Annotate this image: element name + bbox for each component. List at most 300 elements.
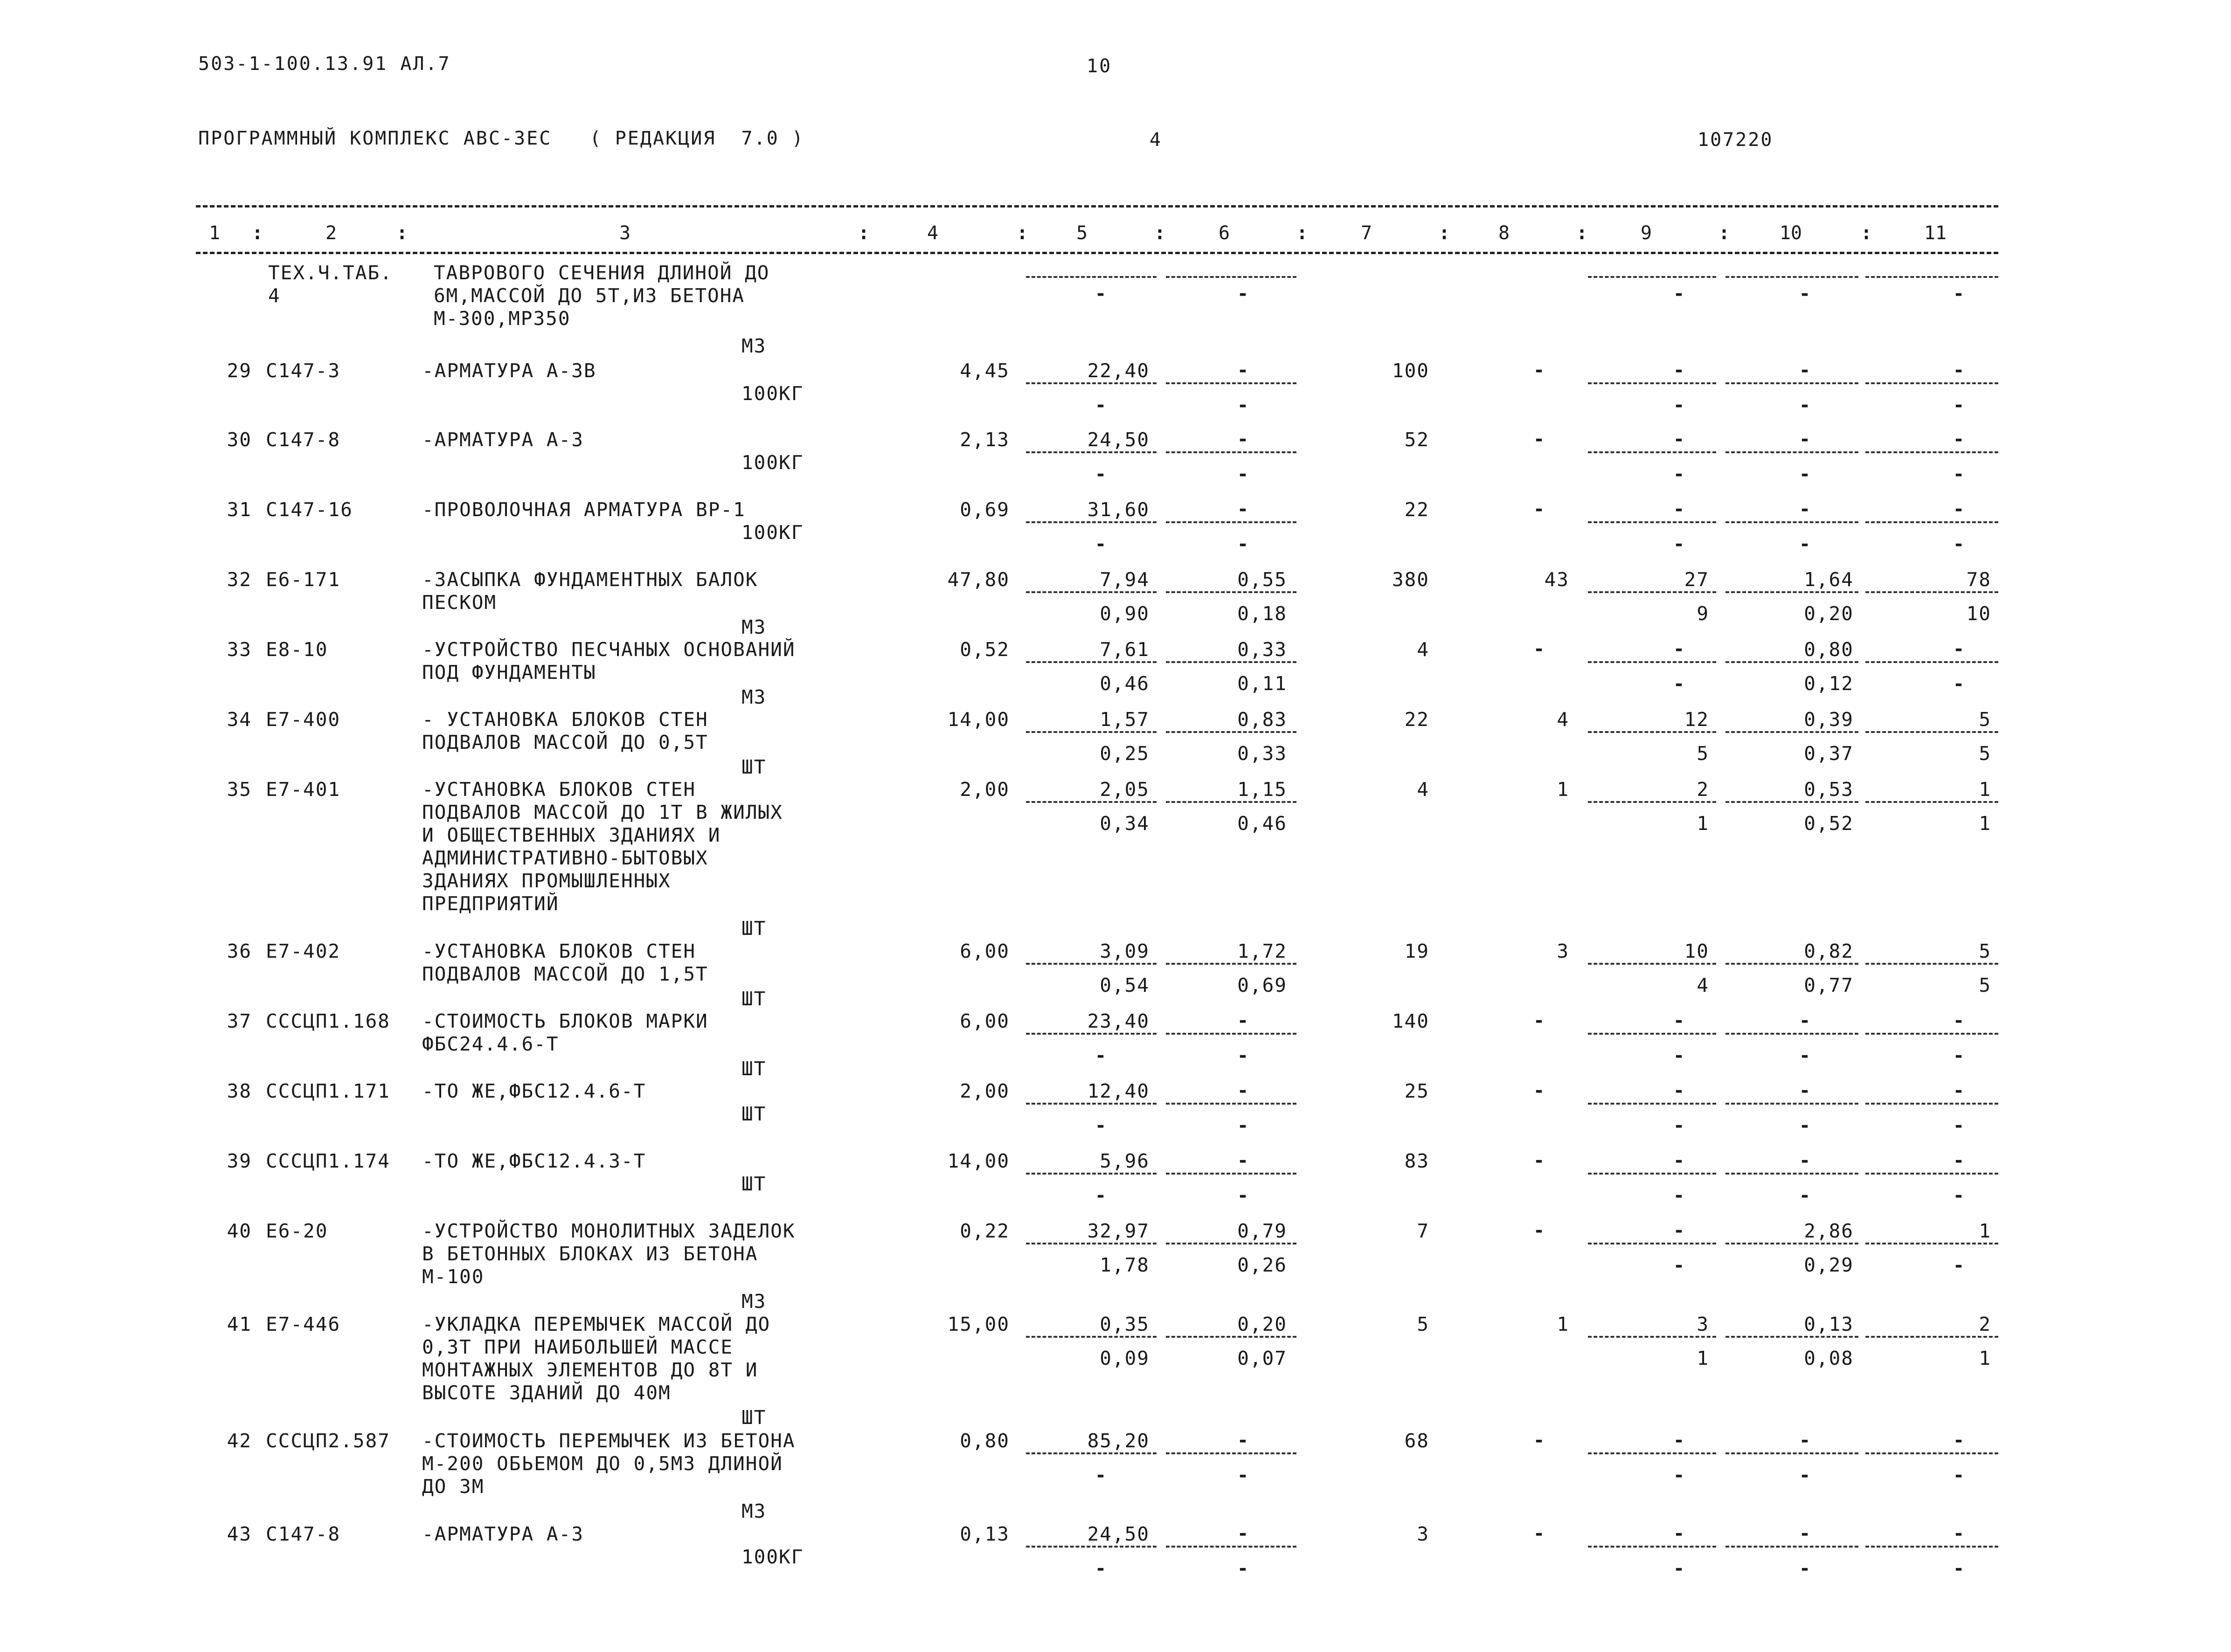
empty-cell: - xyxy=(1673,1115,1685,1136)
row-description: -ПРОВОЛОЧНАЯ АРМАТУРА ВР-1 xyxy=(422,498,746,521)
empty-cell: - xyxy=(1953,1523,1965,1544)
row-code: Е6-20 xyxy=(266,1220,328,1242)
empty-cell: - xyxy=(1095,1045,1107,1066)
sub-rule-col6 xyxy=(1166,1243,1296,1244)
empty-cell: - xyxy=(1799,1523,1811,1544)
cell-col6: 0,33 xyxy=(1237,638,1287,661)
sub-rule-col6 xyxy=(1166,1173,1296,1175)
cell-col7: 380 xyxy=(1392,568,1429,591)
row-description: - УСТАНОВКА БЛОКОВ СТЕН xyxy=(422,708,708,731)
sub-rule-col9 xyxy=(1588,591,1716,593)
cell-col9: 3 xyxy=(1697,1313,1709,1335)
row-description: -УСТАНОВКА БЛОКОВ СТЕН xyxy=(422,778,696,801)
cell-col7: 22 xyxy=(1404,498,1429,521)
empty-cell: - xyxy=(1799,1558,1811,1579)
cell-col4: 4,45 xyxy=(960,359,1010,382)
empty-cell: - xyxy=(1533,1430,1545,1451)
row-description: ПОДВАЛОВ МАССОЙ ДО 1,5Т xyxy=(422,963,708,985)
cell-col11-second: 5 xyxy=(1979,974,1991,996)
column-number-8: 8 xyxy=(1498,222,1510,244)
empty-cell: - xyxy=(1095,1185,1107,1206)
cell-col11: 1 xyxy=(1979,1220,1991,1242)
row-unit: ШТ xyxy=(741,917,767,940)
empty-cell: - xyxy=(1799,1465,1811,1486)
column-number-5: 5 xyxy=(1076,222,1088,244)
cell-col9: 10 xyxy=(1684,940,1709,962)
cell-col6-second: 0,46 xyxy=(1237,812,1287,835)
cell-col7: 7 xyxy=(1417,1220,1429,1242)
program-title: ПРОГРАММНЫЙ КОМПЛЕКС АВС-3ЕС ( РЕДАКЦИЯ 7.0 ) xyxy=(198,128,804,149)
cell-col10: 1,64 xyxy=(1804,568,1854,591)
row-description: -ЗАСЫПКА ФУНДАМЕНТНЫХ БАЛОК xyxy=(422,568,758,591)
empty-cell: - xyxy=(1673,1080,1685,1101)
cell-col9: 12 xyxy=(1684,708,1709,731)
empty-cell: - xyxy=(1799,429,1811,450)
cell-col4: 0,69 xyxy=(960,498,1010,521)
empty-cell: - xyxy=(1953,1010,1965,1031)
cell-col5: 5,96 xyxy=(1100,1150,1150,1172)
row-description: АДМИНИСТРАТИВНО-БЫТОВЫХ xyxy=(422,847,708,869)
column-number-1: 1 xyxy=(208,222,221,244)
empty-cell: - xyxy=(1237,394,1249,416)
cell-col4: 6,00 xyxy=(960,940,1010,962)
column-number-7: 7 xyxy=(1360,222,1372,244)
row-code: Е6-171 xyxy=(266,568,341,591)
column-number-11: 11 xyxy=(1924,222,1947,244)
row-description: В БЕТОННЫХ БЛОКАХ ИЗ БЕТОНА xyxy=(422,1243,758,1265)
document-code: 503-1-100.13.91 АЛ.7 xyxy=(198,53,451,75)
sub-rule-col6 xyxy=(1166,521,1296,523)
cell-col7: 68 xyxy=(1404,1430,1429,1452)
row-unit: М3 xyxy=(741,1500,767,1522)
cell-col11: 2 xyxy=(1979,1313,1991,1335)
empty-cell: - xyxy=(1237,1558,1249,1579)
continuation-description: ТАВРОВОГО СЕЧЕНИЯ ДЛИНОЙ ДО xyxy=(434,262,770,284)
sub-rule-col5 xyxy=(1026,801,1157,803)
sub-rule-col10 xyxy=(1725,382,1858,384)
register-code: 107220 xyxy=(1698,129,1774,151)
cell-col4: 2,00 xyxy=(960,778,1010,801)
cell-col4: 15,00 xyxy=(947,1313,1010,1335)
empty-cell: - xyxy=(1953,1465,1965,1486)
row-description: ПОДВАЛОВ МАССОЙ ДО 1Т В ЖИЛЫХ xyxy=(422,801,783,823)
cell-col5: 12,40 xyxy=(1087,1080,1150,1102)
empty-cell: - xyxy=(1095,1115,1107,1136)
sub-rule-col11 xyxy=(1865,1103,1998,1105)
column-separator: : xyxy=(1576,222,1588,244)
empty-cell: - xyxy=(1953,394,1965,416)
cell-col5-second: 0,25 xyxy=(1100,742,1150,765)
cell-col5: 23,40 xyxy=(1087,1010,1150,1032)
cell-col6: 0,83 xyxy=(1237,708,1287,731)
empty-cell: - xyxy=(1673,638,1685,660)
empty-cell: - xyxy=(1953,1558,1965,1579)
empty-cell: - xyxy=(1953,283,1965,304)
empty-cell: - xyxy=(1673,1465,1685,1486)
column-separator: : xyxy=(1296,222,1308,244)
row-number: 34 xyxy=(227,708,252,731)
empty-cell: - xyxy=(1953,1080,1965,1101)
cell-col5: 7,61 xyxy=(1100,638,1150,661)
cell-col10-second: 0,12 xyxy=(1804,672,1854,695)
row-number: 41 xyxy=(227,1313,252,1335)
row-description: ПРЕДПРИЯТИЙ xyxy=(422,892,559,915)
empty-cell: - xyxy=(1953,673,1965,695)
sub-rule-col6 xyxy=(1166,963,1296,965)
cell-col4: 6,00 xyxy=(960,1010,1010,1032)
empty-cell: - xyxy=(1673,673,1685,695)
cell-col4: 0,80 xyxy=(960,1430,1010,1452)
cell-col5: 3,09 xyxy=(1100,940,1150,962)
row-code: Е7-402 xyxy=(266,940,341,962)
sheet-number: 4 xyxy=(1150,129,1163,151)
empty-cell: - xyxy=(1095,394,1107,416)
row-code: Е7-400 xyxy=(266,708,341,731)
empty-cell: - xyxy=(1799,498,1811,520)
table-header-rule xyxy=(196,252,1998,254)
row-description: ВЫСОТЕ ЗДАНИЙ ДО 40М xyxy=(422,1382,671,1404)
column-separator: : xyxy=(252,222,263,244)
sub-rule-col9 xyxy=(1588,1033,1716,1035)
empty-cell: - xyxy=(1953,1255,1965,1276)
empty-cell: - xyxy=(1953,1045,1965,1066)
empty-cell: - xyxy=(1237,1465,1249,1486)
column-separator: : xyxy=(396,222,408,244)
sub-rule-col11 xyxy=(1865,1033,1998,1035)
cell-col5: 7,94 xyxy=(1100,568,1150,591)
empty-cell: - xyxy=(1095,1558,1107,1579)
row-description: -АРМАТУРА А-3В xyxy=(422,359,596,382)
cell-col6-second: 0,18 xyxy=(1237,602,1287,625)
empty-cell: - xyxy=(1533,498,1545,520)
sub-rule-col9 xyxy=(1588,1452,1716,1454)
row-description: ПЕСКОМ xyxy=(422,591,497,614)
row-unit: М3 xyxy=(741,616,767,638)
row-description: -АРМАТУРА А-3 xyxy=(422,1523,584,1545)
sub-rule-col6 xyxy=(1166,731,1296,733)
cell-col6: 0,55 xyxy=(1237,568,1287,591)
row-number: 42 xyxy=(227,1430,252,1452)
sub-rule-col9 xyxy=(1588,521,1716,523)
sub-rule-col5 xyxy=(1026,591,1157,593)
empty-cell: - xyxy=(1673,1255,1685,1276)
cell-col8: 1 xyxy=(1557,778,1569,801)
sub-rule-col5 xyxy=(1026,276,1157,278)
sub-rule-col11 xyxy=(1865,521,1998,523)
empty-cell: - xyxy=(1799,283,1811,304)
cell-col6-second: 0,07 xyxy=(1237,1347,1287,1369)
empty-cell: - xyxy=(1673,1045,1685,1066)
cell-col5: 0,35 xyxy=(1100,1313,1150,1335)
cell-col10: 0,80 xyxy=(1804,638,1854,661)
cell-col9: 27 xyxy=(1684,568,1709,591)
empty-cell: - xyxy=(1533,638,1545,660)
sub-rule-col10 xyxy=(1725,1173,1858,1175)
row-number: 39 xyxy=(227,1150,252,1172)
cell-col7: 100 xyxy=(1392,359,1429,382)
sub-rule-col10 xyxy=(1725,661,1858,663)
sub-rule-col10 xyxy=(1725,1103,1858,1105)
column-number-4: 4 xyxy=(927,222,939,244)
cell-col11: 5 xyxy=(1979,940,1991,962)
row-code: С147-8 xyxy=(266,1523,341,1545)
row-unit: ШТ xyxy=(741,1406,767,1429)
sub-rule-col10 xyxy=(1725,1546,1858,1548)
empty-cell: - xyxy=(1799,1045,1811,1066)
row-description: И ОБЩЕСТВЕННЫХ ЗДАНИЯХ И xyxy=(422,824,721,846)
empty-cell: - xyxy=(1533,1220,1545,1241)
row-unit: 100КГ xyxy=(741,1546,804,1568)
empty-cell: - xyxy=(1095,533,1107,555)
empty-cell: - xyxy=(1673,1010,1685,1031)
empty-cell: - xyxy=(1673,1150,1685,1171)
cell-col7: 25 xyxy=(1404,1080,1429,1102)
row-code: СССЦП1.168 xyxy=(266,1010,390,1032)
column-number-3: 3 xyxy=(619,222,631,244)
sub-rule-col5 xyxy=(1026,382,1157,384)
cell-col10-second: 0,77 xyxy=(1804,974,1854,996)
column-separator: : xyxy=(1017,222,1028,244)
empty-cell: - xyxy=(1673,394,1685,416)
empty-cell: - xyxy=(1237,1150,1249,1171)
cell-col9: 2 xyxy=(1697,778,1709,801)
sub-rule-col6 xyxy=(1166,382,1296,384)
cell-col5: 24,50 xyxy=(1087,1523,1150,1545)
row-code: С147-8 xyxy=(266,429,341,451)
cell-col7: 19 xyxy=(1404,940,1429,962)
sub-rule-col9 xyxy=(1588,801,1716,803)
sub-rule-col9 xyxy=(1588,276,1716,278)
cell-col7: 52 xyxy=(1404,429,1429,451)
row-unit: 100КГ xyxy=(741,451,804,474)
cell-col11: 5 xyxy=(1979,708,1991,731)
row-number: 36 xyxy=(227,940,252,962)
sub-rule-col9 xyxy=(1588,661,1716,663)
sub-rule-col11 xyxy=(1865,1243,1998,1244)
row-description: 0,3Т ПРИ НАИБОЛЬШЕЙ МАССЕ xyxy=(422,1336,734,1358)
column-number-6: 6 xyxy=(1218,222,1230,244)
empty-cell: - xyxy=(1533,1010,1545,1031)
empty-cell: - xyxy=(1237,463,1249,485)
row-code: СССЦП1.171 xyxy=(266,1080,390,1102)
page-number: 10 xyxy=(1087,55,1112,77)
empty-cell: - xyxy=(1237,498,1249,520)
sub-rule-col10 xyxy=(1725,801,1858,803)
sub-rule-col5 xyxy=(1026,1546,1157,1548)
row-unit: М3 xyxy=(741,686,767,708)
cell-col5: 24,50 xyxy=(1087,429,1150,451)
sub-rule-col10 xyxy=(1725,1336,1858,1338)
empty-cell: - xyxy=(1095,463,1107,485)
row-number: 31 xyxy=(227,498,252,521)
empty-cell: - xyxy=(1673,1430,1685,1451)
cell-col7: 83 xyxy=(1404,1150,1429,1172)
cell-col9-second: 9 xyxy=(1697,602,1709,625)
sub-rule-col6 xyxy=(1166,1033,1296,1035)
cell-col7: 5 xyxy=(1417,1313,1429,1335)
cell-col4: 14,00 xyxy=(947,1150,1010,1172)
cell-col7: 140 xyxy=(1392,1010,1429,1032)
continuation-description: М-300,МР350 xyxy=(434,307,571,330)
column-separator: : xyxy=(1861,222,1872,244)
cell-col11-second: 1 xyxy=(1979,812,1991,835)
sub-rule-col5 xyxy=(1026,1173,1157,1175)
row-unit: М3 xyxy=(741,1290,767,1313)
cell-col11-second: 1 xyxy=(1979,1347,1991,1369)
column-separator: : xyxy=(1439,222,1450,244)
empty-cell: - xyxy=(1237,429,1249,450)
row-unit: 100КГ xyxy=(741,382,804,405)
row-description: ПОД ФУНДАМЕНТЫ xyxy=(422,661,596,684)
row-number: 40 xyxy=(227,1220,252,1242)
sub-rule-col6 xyxy=(1166,661,1296,663)
empty-cell: - xyxy=(1953,1115,1965,1136)
empty-cell: - xyxy=(1237,283,1249,304)
empty-cell: - xyxy=(1953,533,1965,555)
sub-rule-col11 xyxy=(1865,591,1998,593)
cell-col6-second: 0,33 xyxy=(1237,742,1287,765)
row-number: 43 xyxy=(227,1523,252,1545)
empty-cell: - xyxy=(1533,1080,1545,1101)
continuation-code-line2: 4 xyxy=(268,284,281,307)
cell-col11: 1 xyxy=(1979,778,1991,801)
cell-col4: 2,00 xyxy=(960,1080,1010,1102)
cell-col4: 47,80 xyxy=(947,568,1010,591)
sub-rule-col5 xyxy=(1026,1336,1157,1338)
cell-col7: 4 xyxy=(1417,778,1429,801)
cell-col10-second: 0,08 xyxy=(1804,1347,1854,1369)
empty-cell: - xyxy=(1237,1115,1249,1136)
empty-cell: - xyxy=(1953,1185,1965,1206)
sub-rule-col9 xyxy=(1588,1173,1716,1175)
column-separator: : xyxy=(1718,222,1730,244)
cell-col6-second: 0,11 xyxy=(1237,672,1287,695)
cell-col4: 0,52 xyxy=(960,638,1010,661)
row-description: -ТО ЖЕ,ФБС12.4.3-Т xyxy=(422,1150,646,1172)
cell-col7: 3 xyxy=(1417,1523,1429,1545)
sub-rule-col11 xyxy=(1865,276,1998,278)
sub-rule-col10 xyxy=(1725,963,1858,965)
empty-cell: - xyxy=(1673,1523,1685,1544)
cell-col6: 1,72 xyxy=(1237,940,1287,962)
empty-cell: - xyxy=(1799,463,1811,485)
sub-rule-col10 xyxy=(1725,1452,1858,1454)
row-description: -СТОИМОСТЬ БЛОКОВ МАРКИ xyxy=(422,1010,708,1032)
cell-col10-second: 0,29 xyxy=(1804,1254,1854,1276)
row-unit: ШТ xyxy=(741,1173,767,1195)
empty-cell: - xyxy=(1237,533,1249,555)
cell-col10: 0,39 xyxy=(1804,708,1854,731)
empty-cell: - xyxy=(1799,1185,1811,1206)
row-number: 35 xyxy=(227,778,252,801)
sub-rule-col11 xyxy=(1865,1173,1998,1175)
sub-rule-col6 xyxy=(1166,1546,1296,1548)
cell-col10: 0,13 xyxy=(1804,1313,1854,1335)
empty-cell: - xyxy=(1237,1045,1249,1066)
unit-label: М3 xyxy=(741,335,767,357)
sub-rule-col10 xyxy=(1725,731,1858,733)
sub-rule-col6 xyxy=(1166,451,1296,453)
empty-cell: - xyxy=(1095,283,1107,304)
sub-rule-col5 xyxy=(1026,661,1157,663)
sub-rule-col9 xyxy=(1588,382,1716,384)
cell-col10-second: 0,37 xyxy=(1804,742,1854,765)
cell-col5-second: 0,09 xyxy=(1100,1347,1150,1369)
row-description: -УКЛАДКА ПЕРЕМЫЧЕК МАССОЙ ДО xyxy=(422,1313,771,1335)
sub-rule-col6 xyxy=(1166,1452,1296,1454)
sub-rule-col10 xyxy=(1725,276,1858,278)
cell-col8: 4 xyxy=(1557,708,1569,731)
empty-cell: - xyxy=(1673,429,1685,450)
sub-rule-col11 xyxy=(1865,1546,1998,1548)
cell-col10: 0,53 xyxy=(1804,778,1854,801)
cell-col6: 0,20 xyxy=(1237,1313,1287,1335)
cell-col10: 0,82 xyxy=(1804,940,1854,962)
row-description: М-200 ОБЬЕМОМ ДО 0,5М3 ДЛИНОЙ xyxy=(422,1452,783,1475)
sub-rule-col5 xyxy=(1026,731,1157,733)
row-code: СССЦП1.174 xyxy=(266,1150,390,1172)
row-unit: ШТ xyxy=(741,756,767,778)
row-code: С147-3 xyxy=(266,359,341,382)
cell-col5: 1,57 xyxy=(1100,708,1150,731)
cell-col5-second: 0,34 xyxy=(1100,812,1150,835)
row-description: -АРМАТУРА А-3 xyxy=(422,429,584,451)
empty-cell: - xyxy=(1673,463,1685,485)
row-number: 37 xyxy=(227,1010,252,1032)
empty-cell: - xyxy=(1799,533,1811,555)
row-code: СССЦП2.587 xyxy=(266,1430,390,1452)
sub-rule-col11 xyxy=(1865,451,1998,453)
row-description: ФБС24.4.6-Т xyxy=(422,1033,559,1055)
column-number-2: 2 xyxy=(325,222,337,244)
empty-cell: - xyxy=(1533,359,1545,381)
cell-col5: 2,05 xyxy=(1100,778,1150,801)
empty-cell: - xyxy=(1673,283,1685,304)
sub-rule-col11 xyxy=(1865,661,1998,663)
empty-cell: - xyxy=(1237,1185,1249,1206)
cell-col4: 2,13 xyxy=(960,429,1010,451)
empty-cell: - xyxy=(1953,638,1965,660)
row-unit: ШТ xyxy=(741,1058,767,1080)
empty-cell: - xyxy=(1799,394,1811,416)
empty-cell: - xyxy=(1673,533,1685,555)
row-number: 29 xyxy=(227,359,252,382)
row-number: 32 xyxy=(227,568,252,591)
cell-col9-second: 5 xyxy=(1697,742,1709,765)
sub-rule-col11 xyxy=(1865,801,1998,803)
empty-cell: - xyxy=(1953,498,1965,520)
empty-cell: - xyxy=(1533,429,1545,450)
row-description: ЗДАНИЯХ ПРОМЫШЛЕННЫХ xyxy=(422,870,671,892)
empty-cell: - xyxy=(1953,1430,1965,1451)
empty-cell: - xyxy=(1953,429,1965,450)
column-separator: : xyxy=(1154,222,1166,244)
sub-rule-col6 xyxy=(1166,591,1296,593)
cell-col9-second: 4 xyxy=(1697,974,1709,996)
cell-col10: 2,86 xyxy=(1804,1220,1854,1242)
cell-col8: 1 xyxy=(1557,1313,1569,1335)
cell-col10-second: 0,52 xyxy=(1804,812,1854,835)
row-description: -УСТРОЙСТВО ПЕСЧАНЫХ ОСНОВАНИЙ xyxy=(422,638,796,661)
cell-col11-second: 5 xyxy=(1979,742,1991,765)
row-description: -УСТАНОВКА БЛОКОВ СТЕН xyxy=(422,940,696,962)
cell-col11-second: 10 xyxy=(1966,602,1991,625)
row-description: ПОДВАЛОВ МАССОЙ ДО 0,5Т xyxy=(422,731,708,753)
cell-col5: 85,20 xyxy=(1087,1430,1150,1452)
row-number: 30 xyxy=(227,429,252,451)
cell-col5: 31,60 xyxy=(1087,498,1150,521)
sub-rule-col6 xyxy=(1166,1336,1296,1338)
